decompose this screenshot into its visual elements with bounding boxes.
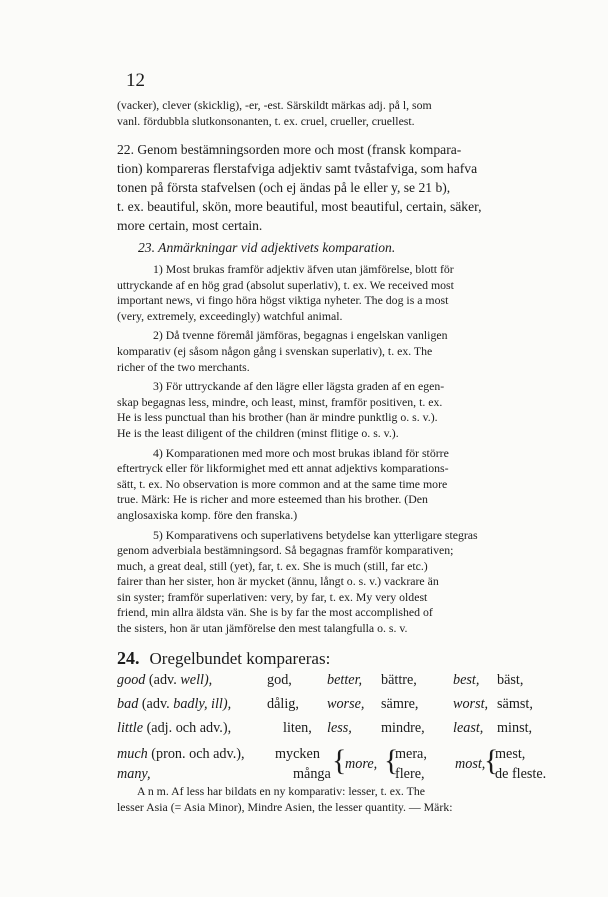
text-line: important news, vi fingo höra högst viktiga nyheter. The dog is a most [117, 293, 449, 308]
section-23-heading: 23. Anmärkningar vid adjektivets komparation. [138, 240, 396, 255]
text-line: (very, extremely, exceedingly) watchful animal. [117, 308, 343, 323]
translation: de fleste. [495, 766, 547, 782]
text-line: tonen på första stafvelsen (och ej ändas på le eller y, se 21 b), [117, 180, 451, 195]
text-line: 2) Då tvenne föremål jämföras, begagnas i engelskan vanligen [153, 328, 448, 343]
text-line: lesser Asia (= Asia Minor), Mindre Asien, the lesser quantity. — Märk: [117, 800, 453, 814]
text-line: much, a great deal, still (yet), far, t. ex. She is much (still, far etc.) [117, 558, 428, 573]
translation: god, [267, 672, 292, 688]
section-title: Oregelbundet kompareras: [149, 649, 331, 668]
brace-left: { [332, 744, 347, 777]
text-line: true. Märk: He is richer and more esteemed than his brother. (Den [117, 492, 428, 507]
text-line: vanl. fördubbla slutkonsonanten, t. ex. cruel, crueller, cruellest. [117, 113, 415, 128]
note: (pron. och adv.), [151, 746, 245, 762]
section-22 [117, 140, 545, 235]
word: more, [345, 756, 378, 772]
translation: flere, [395, 766, 425, 782]
translation: mest, [495, 746, 526, 762]
note: (adv. [141, 696, 170, 712]
translation: bättre, [381, 672, 417, 688]
text-line: eftertryck eller för likformighet med ett annat adjektivs komparations- [117, 461, 449, 476]
translation: dålig, [267, 696, 299, 712]
text-line: 5) Komparativens och superlativens betydelse kan ytterligare stegras [153, 527, 478, 542]
word: much [117, 746, 148, 762]
text-line: uttryckande af en hög grad (absolut superlativ), t. ex. We received most [117, 277, 454, 292]
text-line: 1) Most brukas framför adjektiv äfven utan jämförelse, blott för [153, 262, 454, 276]
remark-2 [117, 328, 545, 375]
word: good [117, 672, 146, 688]
text-line: A n m. Af less har bildats en ny komparativ: lesser, t. ex. The [137, 784, 425, 798]
section-number: 24. [117, 648, 140, 668]
word: most, [455, 756, 486, 772]
section-24-heading [117, 648, 330, 669]
intro-paragraph [117, 98, 543, 129]
page-number: 12 [126, 70, 145, 91]
text-line: 4) Komparationen med more och most brukas ibland för större [153, 445, 449, 460]
note: (adj. och adv.), [146, 720, 232, 736]
text-line: more certain, most certain. [117, 218, 263, 233]
note-word: badly, ill), [173, 696, 232, 712]
word: bad [117, 696, 139, 712]
text-line: (vacker), clever (skicklig), -er, -est. Särskildt märkas adj. på l, som [117, 98, 432, 112]
comparative: less, [327, 720, 352, 736]
translation: många [293, 766, 331, 782]
note-word: well), [180, 672, 213, 688]
text-line: He is less punctual than his brother (han är mindre punktlig o. s. v.). [117, 410, 438, 425]
translation: mera, [395, 746, 427, 762]
text-line: tion) kompareras flerstafviga adjektiv samt tvåstafviga, som hafva [117, 161, 478, 176]
text-line: 22. Genom bestämningsorden more och most (fransk kompara- [117, 142, 462, 157]
section-23-body [117, 262, 545, 637]
remark-1 [117, 262, 545, 324]
text-line: skap begagnas less, mindre, och least, minst, framför positiven, t. ex. [117, 394, 443, 409]
text-line: fairer than her sister, hon är mycket (ännu, långt o. s. v.) vackrare än [117, 574, 439, 589]
superlative: best, [453, 672, 480, 688]
text-line: friend, min allra äldsta vän. She is by far the most accomplished of [117, 605, 433, 620]
text-line: 3) För uttryckande af den lägre eller lägsta graden af en egen- [153, 379, 445, 394]
text-line: sin syster; framför superlativen: very, by far, t. ex. My very oldest [117, 589, 428, 604]
translation: mycken [275, 746, 320, 762]
word: little [117, 720, 144, 736]
text-line: t. ex. beautiful, skön, more beautiful, most beautiful, certain, säker, [117, 199, 482, 214]
note: (adv. [148, 672, 177, 688]
translation: liten, [283, 720, 312, 736]
text-line: He is the least diligent of the children (minst flitige o. s. v.). [117, 425, 399, 440]
text-line: genom adverbiala bestämningsord. Så begagnas framför komparativen; [117, 543, 454, 558]
comparative: worse, [327, 696, 365, 712]
text-line: komparativ (ej såsom någon gång i svenskan superlativ), t. ex. The [117, 343, 433, 358]
remark-3 [117, 379, 545, 441]
translation: sämre, [381, 696, 419, 712]
text-line: the sisters, hon är utan jämförelse den mest talangfulla o. s. v. [117, 621, 408, 636]
brace-mid: { [384, 744, 399, 777]
translation: bäst, [497, 672, 524, 688]
text-line: sätt, t. ex. No observation is more common and at the same time more [117, 476, 448, 491]
superlative: worst, [453, 696, 489, 712]
text-line: anglosaxiska komp. före den franska.) [117, 507, 298, 522]
translation: sämst, [497, 696, 533, 712]
superlative: least, [453, 720, 484, 736]
word: many, [117, 766, 151, 782]
comparative: better, [327, 672, 363, 688]
brace-right: { [484, 744, 499, 777]
translation: minst, [497, 720, 533, 736]
note-paragraph [117, 783, 543, 815]
text-line: richer of the two merchants. [117, 359, 250, 374]
translation: mindre, [381, 720, 425, 736]
remark-4 [117, 446, 545, 524]
remark-5 [117, 528, 545, 637]
